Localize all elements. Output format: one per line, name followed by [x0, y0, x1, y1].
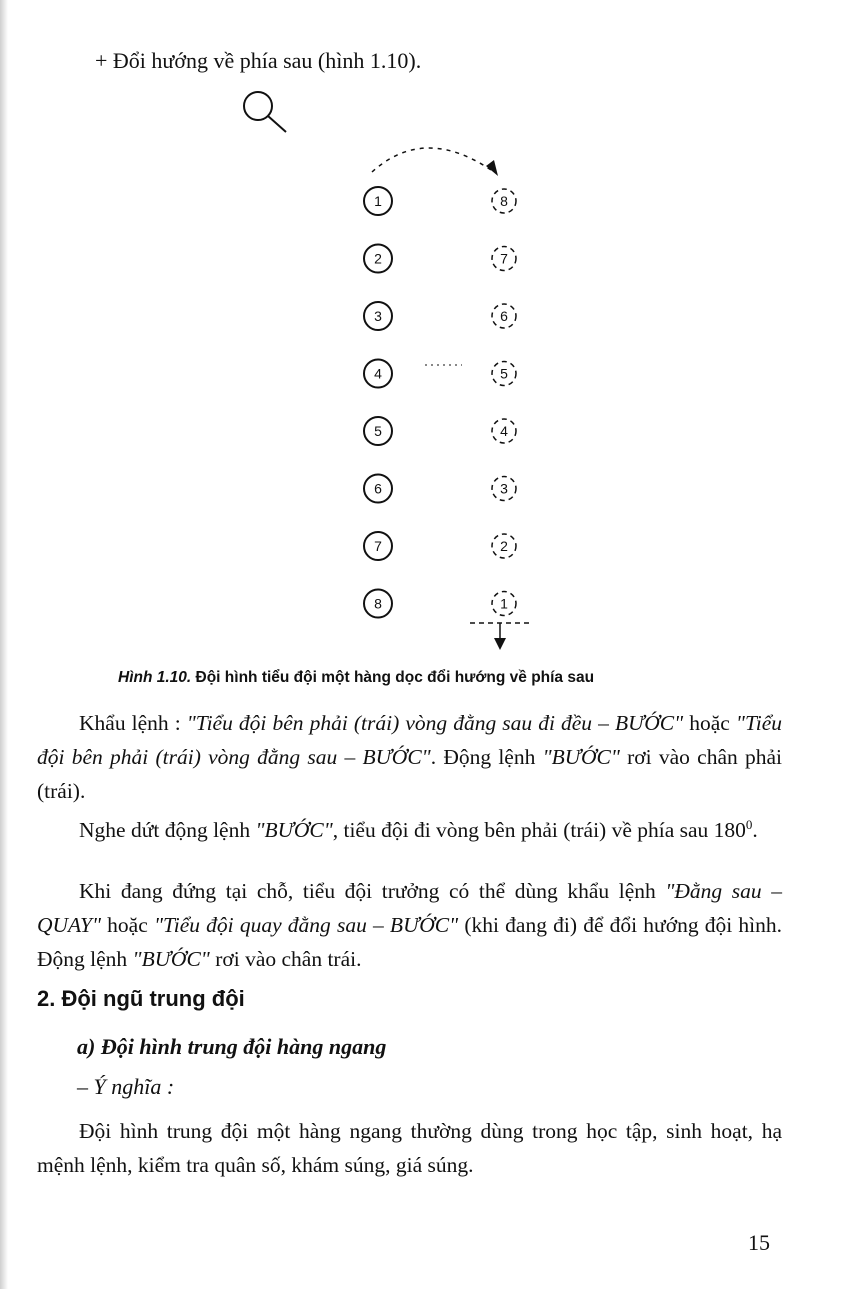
- left-soldier-number: 8: [374, 595, 382, 612]
- left-soldier-number: 6: [374, 480, 382, 497]
- p2-text-e: .: [752, 818, 758, 843]
- bullet-title: + Đổi hướng về phía sau (hình 1.10).: [95, 48, 422, 73]
- paragraph-meaning: [37, 1114, 782, 1182]
- p3-command-3: "BƯỚC": [132, 947, 210, 971]
- section-heading: 2. Đội ngũ trung đội: [37, 986, 245, 1011]
- p3-text-c: hoặc: [101, 913, 154, 937]
- p3-command-2: "Tiểu đội quay đằng sau – BƯỚC": [153, 913, 459, 937]
- right-soldier-number: 6: [500, 308, 508, 324]
- p1-text-a: Khẩu lệnh :: [79, 711, 187, 735]
- right-soldier-number: 1: [500, 595, 508, 612]
- left-column-soldiers: [364, 187, 392, 618]
- formation-diagram: [0, 80, 847, 680]
- p1-text-c: hoặc: [683, 711, 736, 735]
- page-number: 15: [748, 1230, 770, 1255]
- left-soldier-number: 4: [374, 365, 382, 382]
- figure-1-10: [0, 80, 847, 680]
- p1-text-e: . Động lệnh: [430, 745, 543, 769]
- paragraph-command: [37, 706, 782, 808]
- p2-text-a: Nghe dứt động lệnh: [79, 818, 256, 843]
- paragraph-action: [37, 808, 782, 847]
- exit-arrow-icon: [470, 623, 530, 650]
- left-soldier-number: 1: [374, 193, 382, 209]
- p2-command: "BƯỚC": [255, 818, 333, 843]
- left-soldier-number: 2: [374, 250, 382, 267]
- p1-command-1: "Tiểu đội bên phải (trái) vòng đằng sau đi đều – BƯỚC": [186, 711, 684, 735]
- caption-text: Đội hình tiểu đội một hàng dọc đổi hướng về phía sau: [191, 669, 595, 686]
- paragraph-standing: [37, 874, 782, 976]
- p3-text-e: (khi đang đi) để đổi hướng đội hình. Động lệnh: [37, 913, 783, 971]
- right-soldier-number: 8: [500, 193, 508, 209]
- p3-text-g: rơi vào chân trái.: [209, 947, 362, 971]
- right-soldier-number: 2: [500, 538, 508, 554]
- p1-text-g: rơi vào chân phải (trái).: [37, 745, 782, 803]
- caption-prefix: Hình 1.10.: [118, 669, 192, 686]
- p2-degree: 0: [745, 817, 753, 832]
- turn-arrow-icon: [372, 148, 498, 176]
- right-soldier-number: 7: [500, 250, 508, 267]
- left-soldier-number: 5: [374, 423, 382, 439]
- meaning-label: – Ý nghĩa :: [77, 1074, 175, 1099]
- left-soldier-number: 7: [374, 538, 382, 554]
- figure-caption: [118, 669, 594, 687]
- p1-command-2: "Tiểu đội bên phải (trái) vòng đằng sau – BƯỚC": [37, 711, 782, 769]
- right-soldier-number: 4: [500, 423, 508, 439]
- right-column-soldiers: [492, 189, 516, 616]
- p2-text-c: , tiểu đội đi vòng bên phải (trái) về phía sau 180: [332, 818, 746, 843]
- squad-leader-icon: [244, 92, 286, 132]
- meaning-text: Đội hình trung đội một hàng ngang thường dùng trong học tập, sinh hoạt, hạ mệnh lệnh, kiểm tra quân số, khám súng, giá súng.: [37, 1119, 782, 1177]
- p3-command-1: "Đằng sau – QUAY": [37, 879, 782, 937]
- right-soldier-number: 3: [500, 480, 508, 497]
- right-soldier-number: 5: [500, 365, 508, 382]
- left-soldier-number: 3: [374, 308, 382, 324]
- p1-command-3: "BƯỚC": [542, 745, 620, 769]
- p3-text-a: Khi đang đứng tại chỗ, tiểu đội trưởng có thể dùng khẩu lệnh: [79, 879, 666, 903]
- section-subheading: a) Đội hình trung đội hàng ngang: [77, 1034, 387, 1059]
